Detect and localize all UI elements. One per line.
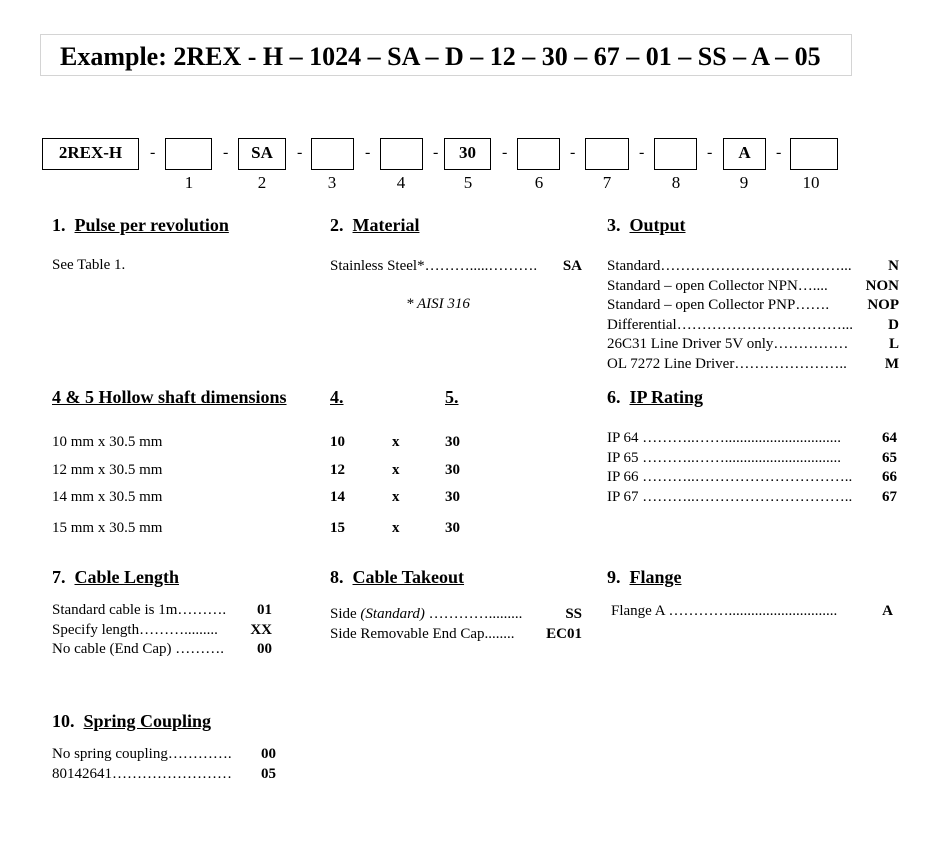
section-number: 1. xyxy=(52,215,66,235)
item-dots: …………......... xyxy=(424,606,523,622)
section-4-label: 4. xyxy=(330,387,344,407)
item-label: Side Removable End Cap........ xyxy=(330,625,515,642)
item-label: 26C31 Line Driver 5V only…………… xyxy=(607,336,849,352)
cable-length-list xyxy=(52,601,272,660)
section-title: Cable Takeout xyxy=(352,567,465,587)
item-label: Stainless Steel*……….....………. xyxy=(330,258,538,274)
position-number: 6 xyxy=(534,173,544,192)
item-code: D xyxy=(888,316,899,333)
item-label-italic: (Standard) xyxy=(360,606,425,622)
item-code: 67 xyxy=(882,488,897,505)
item-label: Side xyxy=(330,606,361,622)
shaft-label: 15 mm x 30.5 mm xyxy=(52,520,163,536)
item-label: IP 67 ………..………………………….. xyxy=(607,488,853,505)
code-box-9: A xyxy=(723,138,766,170)
item-code: EC01 xyxy=(546,625,582,642)
section-1-text: See Table 1. xyxy=(52,257,126,273)
shaft-code-4: 14 xyxy=(330,489,345,505)
shaft-code-4: 10 xyxy=(330,434,345,450)
item-code: 05 xyxy=(261,765,276,782)
item-code: A xyxy=(882,603,893,619)
separator: - xyxy=(639,144,645,161)
list-item xyxy=(607,316,899,336)
section-title: Output xyxy=(629,215,686,235)
section-title: 4 & 5 Hollow shaft dimensions xyxy=(52,387,287,407)
item-label: 80142641…………………… xyxy=(52,765,232,782)
section-title: IP Rating xyxy=(629,387,704,407)
code-box-5: 30 xyxy=(444,138,491,170)
separator: - xyxy=(707,144,713,161)
item-label: IP 64 ………..……............................... xyxy=(607,430,842,446)
code-box-prefix: 2REX-H xyxy=(42,138,139,170)
position-number: 5 xyxy=(463,173,473,192)
separator: - xyxy=(297,144,303,161)
item-label: No cable (End Cap) ………. xyxy=(52,641,225,657)
section-45-heading xyxy=(52,387,287,408)
position-number: 4 xyxy=(396,173,406,192)
item-label: Standard – open Collector NPN….... xyxy=(607,277,828,294)
code-box-10 xyxy=(790,138,838,170)
separator: - xyxy=(365,144,371,161)
shaft-x: x xyxy=(392,489,400,505)
flange-list xyxy=(611,602,893,622)
page-title: Example: 2REX - H – 1024 – SA – D – 12 – 30 – 67 – 01 – SS – A – 05 xyxy=(60,42,821,71)
item-label: Standard – open Collector PNP……. xyxy=(607,297,830,313)
shaft-label: 10 mm x 30.5 mm xyxy=(52,434,163,450)
code-box-3 xyxy=(311,138,354,170)
item-code: NON xyxy=(865,277,899,294)
code-box-2: SA xyxy=(238,138,286,170)
shaft-code-5: 30 xyxy=(445,520,460,536)
list-item xyxy=(607,257,899,277)
position-number: 3 xyxy=(327,173,337,192)
shaft-x: x xyxy=(392,520,400,536)
list-item xyxy=(52,640,272,660)
ip-rating-list xyxy=(607,429,897,507)
section-number: 10. xyxy=(52,711,75,731)
list-item xyxy=(52,745,276,765)
section-9-heading xyxy=(607,567,682,588)
spring-coupling-list xyxy=(52,745,276,784)
separator: - xyxy=(150,144,156,161)
item-code: 01 xyxy=(257,602,272,618)
separator: - xyxy=(223,144,229,161)
shaft-x: x xyxy=(392,462,400,478)
item-code: NOP xyxy=(867,297,899,313)
item-code: 00 xyxy=(261,746,276,762)
section-number: 8. xyxy=(330,567,344,587)
list-item xyxy=(607,488,897,508)
item-label: Differential……………………………... xyxy=(607,316,853,333)
list-item xyxy=(607,429,897,449)
section-10-heading xyxy=(52,711,211,732)
item-label: Standard………………………………... xyxy=(607,258,852,274)
item-code: 64 xyxy=(882,430,897,446)
section-3-heading xyxy=(607,215,686,236)
item-code: N xyxy=(888,258,899,274)
item-label: No spring coupling…………. xyxy=(52,746,232,762)
separator: - xyxy=(776,144,782,161)
item-label: Standard cable is 1m………. xyxy=(52,602,227,618)
shaft-code-5: 30 xyxy=(445,489,460,505)
section-title: Flange xyxy=(629,567,682,587)
item-label: OL 7272 Line Driver………………….. xyxy=(607,355,847,372)
section-number: 2. xyxy=(330,215,344,235)
list-item xyxy=(330,605,582,625)
separator: - xyxy=(433,144,439,161)
shaft-label: 14 mm x 30.5 mm xyxy=(52,489,163,505)
item-code: 66 xyxy=(882,469,897,485)
section-title: Pulse per revolution xyxy=(74,215,229,235)
section-2-heading xyxy=(330,215,419,236)
material-note: * AISI 316 xyxy=(406,296,470,312)
item-code: XX xyxy=(250,621,272,638)
list-item xyxy=(611,602,893,622)
section-title: Spring Coupling xyxy=(83,711,212,731)
item-code: 00 xyxy=(257,641,272,657)
item-label: IP 66 ………..………………………….. xyxy=(607,469,853,485)
section-number: 9. xyxy=(607,567,621,587)
separator: - xyxy=(502,144,508,161)
item-code: 65 xyxy=(882,449,897,466)
separator: - xyxy=(570,144,576,161)
position-number: 9 xyxy=(739,173,749,192)
list-item xyxy=(52,765,276,785)
position-number: 1 xyxy=(184,173,194,192)
section-title: Material xyxy=(352,215,420,235)
section-number: 7. xyxy=(52,567,66,587)
code-box-8 xyxy=(654,138,697,170)
code-box-6 xyxy=(517,138,560,170)
shaft-x: x xyxy=(392,434,400,450)
position-number: 10 xyxy=(802,173,820,192)
output-list xyxy=(607,257,899,374)
list-item xyxy=(607,335,899,355)
section-number: 6. xyxy=(607,387,621,407)
list-item xyxy=(607,468,897,488)
code-box-1 xyxy=(165,138,212,170)
section-title: Cable Length xyxy=(74,567,180,587)
list-item xyxy=(607,449,897,469)
position-number: 7 xyxy=(602,173,612,192)
section-6-heading xyxy=(607,387,703,408)
shaft-code-5: 30 xyxy=(445,462,460,478)
list-item xyxy=(607,277,899,297)
item-label: IP 65 ………..……............................... xyxy=(607,449,842,466)
cable-takeout-list xyxy=(330,605,582,644)
section-7-heading xyxy=(52,567,179,588)
section-1-heading xyxy=(52,215,229,236)
position-number: 2 xyxy=(257,173,267,192)
shaft-code-5: 30 xyxy=(445,434,460,450)
shaft-code-4: 12 xyxy=(330,462,345,478)
item-code: L xyxy=(888,336,899,352)
shaft-code-4: 15 xyxy=(330,520,345,536)
section-number: 3. xyxy=(607,215,621,235)
list-item xyxy=(607,296,899,316)
section-8-heading xyxy=(330,567,464,588)
shaft-label: 12 mm x 30.5 mm xyxy=(52,462,163,478)
item-label: Flange A …………............................. xyxy=(611,603,838,619)
section-5-label: 5. xyxy=(445,387,459,407)
list-item xyxy=(52,621,272,641)
position-number: 8 xyxy=(671,173,681,192)
item-code: M xyxy=(884,355,899,372)
item-label: Specify length………......... xyxy=(52,621,218,638)
code-box-7 xyxy=(585,138,629,170)
item-code: SA xyxy=(562,258,582,274)
code-box-4 xyxy=(380,138,423,170)
list-item xyxy=(52,601,272,621)
list-item xyxy=(607,355,899,375)
item-code: SS xyxy=(565,606,582,622)
list-item xyxy=(330,625,582,645)
material-item xyxy=(330,257,582,277)
